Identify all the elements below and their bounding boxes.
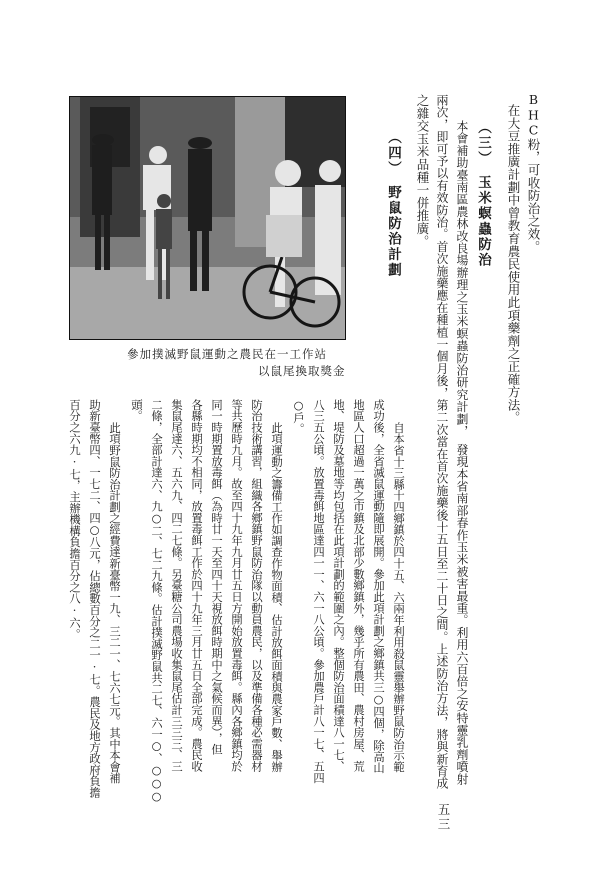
text-column: 此項運動之籌備工作如調查作物面積、估計放餌面積與農家戶數、舉辦 bbox=[270, 422, 283, 773]
text-column: 同一時期置放毒餌（為時廿一天至四十天視放餌時期中之氣候而異），但 bbox=[210, 399, 223, 755]
text-column: 助新臺幣四、一七二、四○八元，佔總數百分之二一·七。農民及地方政府負擔 bbox=[88, 399, 101, 798]
text-column: 自本省十三縣十四鄉鎮於四十五、六兩年利用殺鼠靈舉辦野鼠防治示範 bbox=[392, 422, 405, 773]
section-heading: （三） 玉米螟蟲防治 bbox=[475, 120, 491, 269]
text-column: 等共歷時九月。故至四十九年九月廿五日方開始放置毒餌。縣內各鄉鎮均於 bbox=[230, 399, 243, 772]
text-column: 此項野鼠防治計劃之經費達新臺幣一九、三二一、七六七元。其中本會補 bbox=[108, 422, 121, 784]
text-column: ○戶。 bbox=[292, 399, 305, 435]
text-column: 集鼠尾達六、五六九、四二七條。另臺糖公司農場收集鼠尾估計三三三、三 bbox=[170, 399, 183, 772]
text-column: BHC粉，可收防治之效。 bbox=[526, 92, 541, 254]
photo-caption: 以鼠尾換取獎金 bbox=[258, 364, 346, 378]
text-column: 百分之六九·七，主辦機構負擔百分之八·六。 bbox=[68, 399, 81, 640]
text-column: 成功後，全省滅鼠運動隨即展開。參加此項計劃之鄉鎮共三○四個，除高山 bbox=[372, 399, 385, 774]
text-column: 二條，全部計達六、九○二、七二九條。估計撲滅野鼠共二七、六一○、○○○ bbox=[150, 399, 163, 803]
text-column: 地區人口超過一萬之市鎮及北部少數鄉鎮外，幾乎所有農田、農村房屋、荒 bbox=[352, 399, 365, 772]
photo-caption: 參加撲滅野鼠運動之農民在一工作站 bbox=[127, 347, 327, 361]
text-column: 防治技術講習，組織各鄉鎮野鼠防治隊以動員農民，以及準備各種必需器材 bbox=[250, 399, 263, 772]
page-number: 五三 bbox=[436, 803, 451, 832]
text-column: 兩次，即可予以有效防治。首次施藥應在種植一個月後，第二次當在首次施藥後十五日至二十日之間。上述防治方法，將與新育成 bbox=[435, 94, 449, 790]
text-column: 頭。 bbox=[130, 399, 143, 422]
section-heading: （四） 野鼠防治計劃 bbox=[385, 130, 401, 279]
text-column: 在大豆推廣計劃中曾教育農民使用此項藥劑之正確方法。 bbox=[506, 104, 521, 424]
text-column: 本會補助臺南區農林改良場辦理之玉米螟蟲防治研究計劃， 發現本省南部春作玉米被害最重。利用六百倍之安特靈乳劑噴射 bbox=[455, 120, 469, 786]
text-column: 各縣時期均不相同，放置毒餌工作於四十九年三月廿五日全部完成。農民收 bbox=[190, 399, 203, 772]
text-column: 地、堤防及墓地等均包括在此項計劃的範圍之內。整個防治面積達八一七、 bbox=[332, 399, 345, 772]
text-column: 八三五公頃。放置毒餌地區達四一一、六一八公頃。參加農戶計八一七、五四 bbox=[312, 399, 325, 784]
photo-illustration bbox=[70, 97, 345, 339]
text-column: 之雜交玉米品種一併推廣。 bbox=[415, 94, 430, 248]
photo bbox=[69, 96, 346, 340]
